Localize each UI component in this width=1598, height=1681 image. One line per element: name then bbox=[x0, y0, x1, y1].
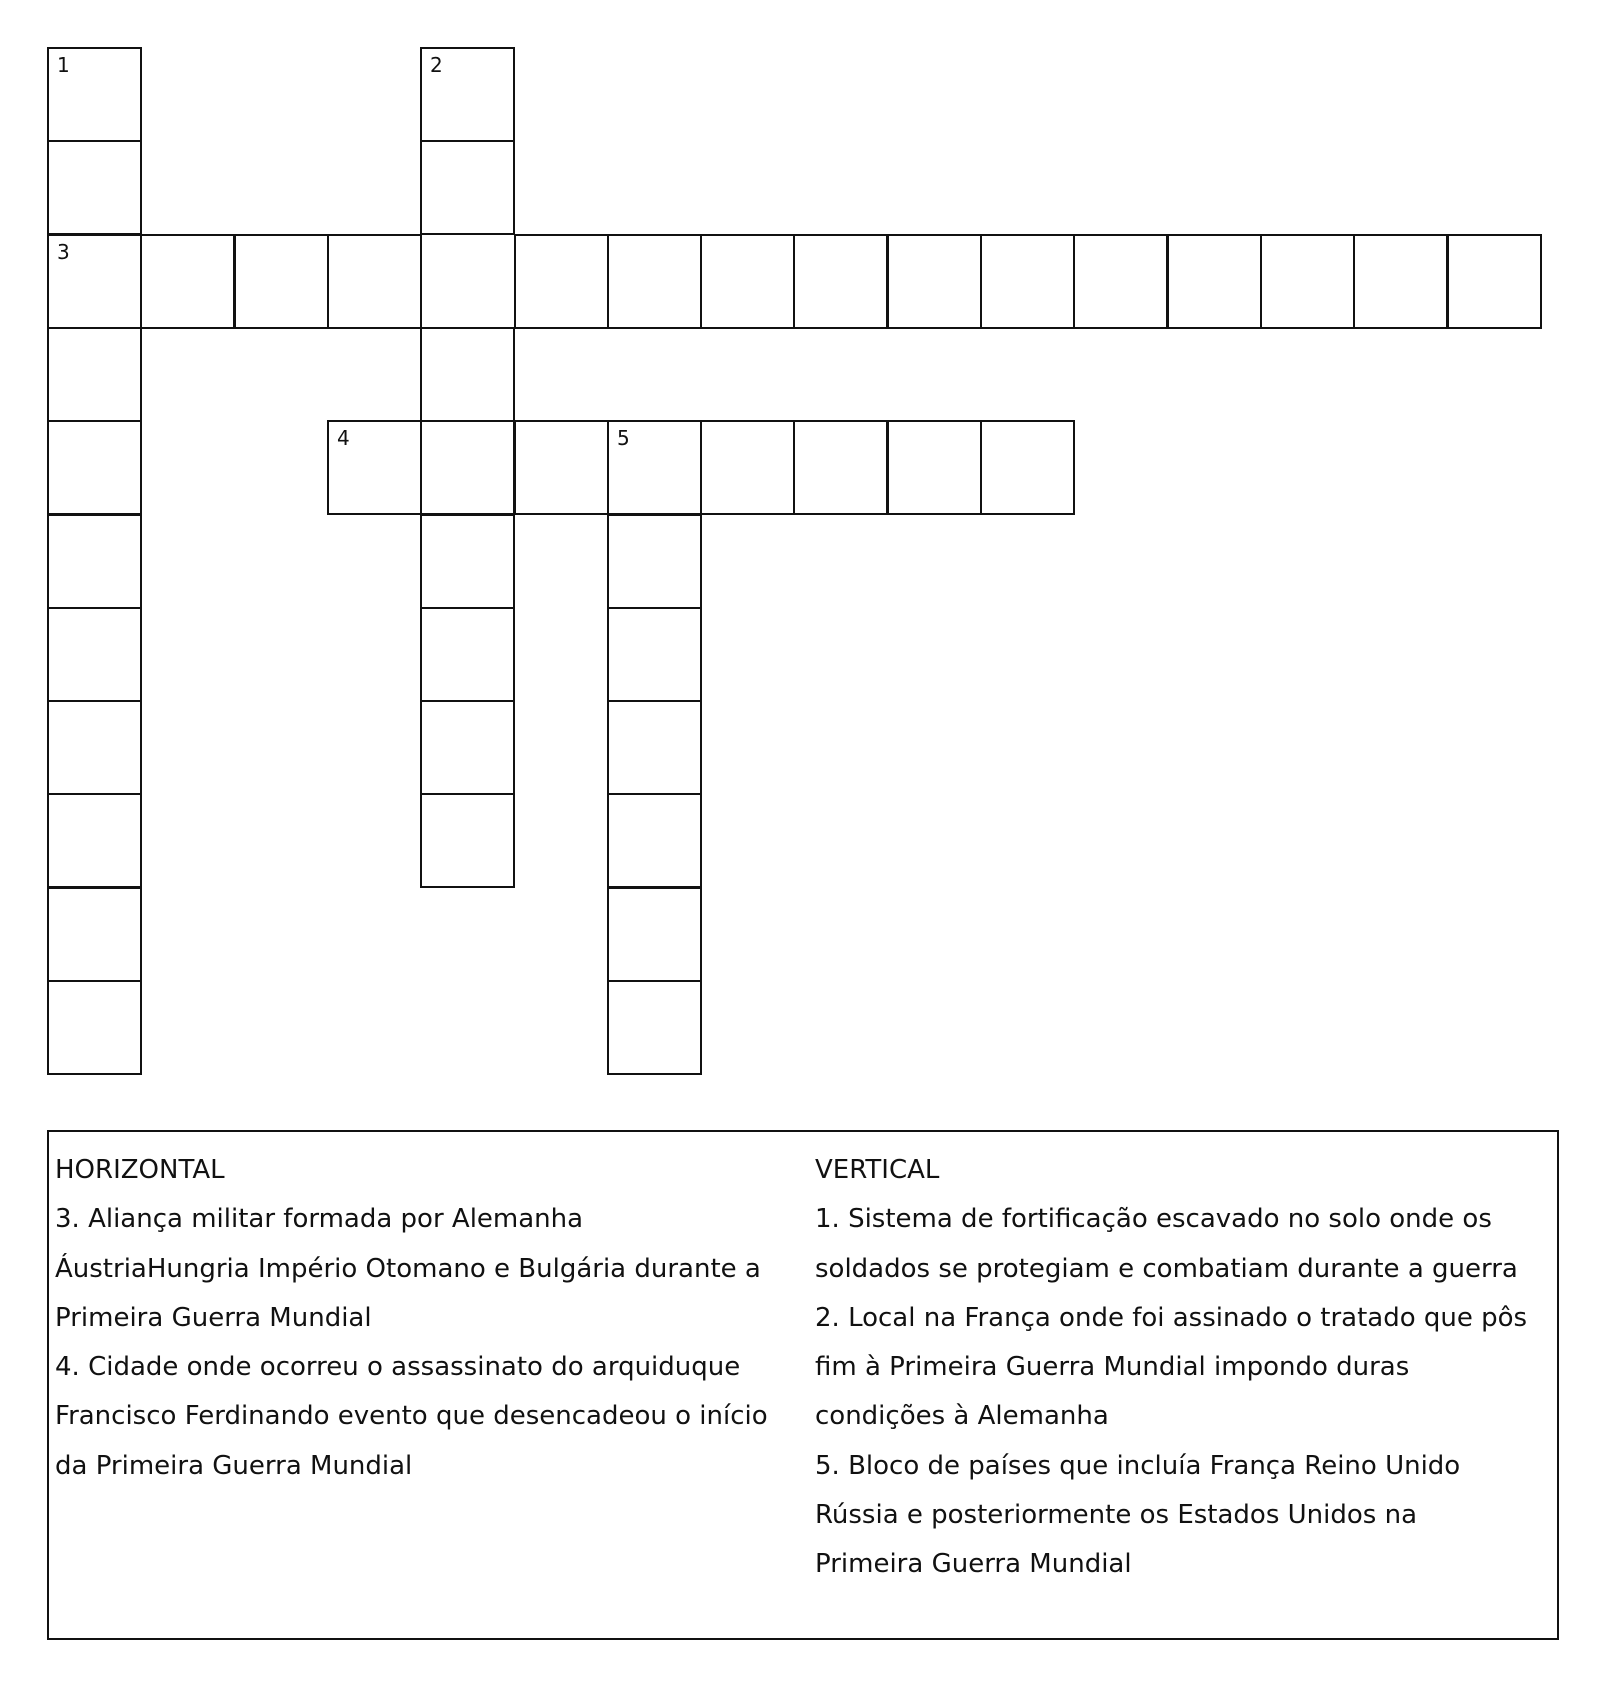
grid-cell[interactable] bbox=[47, 234, 142, 329]
down-clue-line: 5. Bloco de países que incluía França Reino Unido bbox=[815, 1450, 1461, 1481]
grid-cell[interactable] bbox=[793, 420, 888, 515]
down-clue-line: 1. Sistema de fortificação escavado no solo onde os bbox=[815, 1204, 1492, 1235]
grid-cell[interactable] bbox=[514, 234, 609, 329]
grid-cell[interactable] bbox=[607, 793, 702, 888]
across-clues bbox=[55, 1146, 805, 1491]
grid-cell[interactable] bbox=[1353, 234, 1448, 329]
grid-cell[interactable] bbox=[234, 234, 329, 329]
grid-cell[interactable] bbox=[420, 700, 515, 795]
grid-cell[interactable] bbox=[607, 700, 702, 795]
grid-cell[interactable] bbox=[700, 420, 795, 515]
down-clue-line: condições à Alemanha bbox=[815, 1401, 1109, 1432]
grid-cell[interactable] bbox=[420, 47, 515, 142]
grid-cell[interactable] bbox=[607, 234, 702, 329]
across-heading: HORIZONTAL bbox=[55, 1155, 225, 1185]
grid-cell[interactable] bbox=[1260, 234, 1355, 329]
grid-cell[interactable] bbox=[420, 607, 515, 702]
clue-number: 5 bbox=[617, 426, 630, 450]
grid-cell[interactable] bbox=[980, 420, 1075, 515]
grid-cell[interactable] bbox=[420, 420, 515, 515]
grid-cell[interactable] bbox=[47, 980, 142, 1075]
grid-cell[interactable] bbox=[1167, 234, 1262, 329]
grid-cell[interactable] bbox=[420, 793, 515, 888]
grid-cell[interactable] bbox=[47, 700, 142, 795]
grid-cell[interactable] bbox=[327, 234, 422, 329]
clue-number: 3 bbox=[57, 240, 70, 264]
grid-cell[interactable] bbox=[887, 234, 982, 329]
grid-cell[interactable] bbox=[607, 980, 702, 1075]
across-clue-line: da Primeira Guerra Mundial bbox=[55, 1450, 413, 1481]
grid-cell[interactable] bbox=[47, 47, 142, 142]
grid-cell[interactable] bbox=[1447, 234, 1542, 329]
clue-number: 1 bbox=[57, 53, 70, 77]
grid-cell[interactable] bbox=[1073, 234, 1168, 329]
grid-cell[interactable] bbox=[607, 514, 702, 609]
grid-cell[interactable] bbox=[700, 234, 795, 329]
grid-cell[interactable] bbox=[420, 514, 515, 609]
clue-number: 4 bbox=[337, 426, 350, 450]
grid-cell[interactable] bbox=[47, 607, 142, 702]
across-clue-line: Primeira Guerra Mundial bbox=[55, 1302, 372, 1333]
grid-cell[interactable] bbox=[607, 887, 702, 982]
grid-cell[interactable] bbox=[420, 140, 515, 235]
grid-cell[interactable] bbox=[607, 607, 702, 702]
grid-cell[interactable] bbox=[607, 420, 702, 515]
across-clue-line: 3. Aliança militar formada por Alemanha bbox=[55, 1204, 584, 1235]
down-clue-line: fim à Primeira Guerra Mundial impondo duras bbox=[815, 1352, 1410, 1383]
across-clue-line: 4. Cidade onde ocorreu o assassinato do arquiduque bbox=[55, 1352, 741, 1383]
grid-cell[interactable] bbox=[47, 793, 142, 888]
grid-cell[interactable] bbox=[47, 514, 142, 609]
grid-cell[interactable] bbox=[47, 140, 142, 235]
down-heading: VERTICAL bbox=[815, 1155, 940, 1185]
grid-cell[interactable] bbox=[793, 234, 888, 329]
grid-cell[interactable] bbox=[514, 420, 609, 515]
grid-cell[interactable] bbox=[887, 420, 982, 515]
down-clue-line: Primeira Guerra Mundial bbox=[815, 1549, 1132, 1580]
grid-cell[interactable] bbox=[140, 234, 235, 329]
across-clue-line: Francisco Ferdinando evento que desencadeou o início bbox=[55, 1401, 768, 1432]
down-clue-line: 2. Local na França onde foi assinado o tratado que pôs bbox=[815, 1302, 1528, 1333]
grid-cell[interactable] bbox=[47, 327, 142, 422]
across-clue-line: ÁustriaHungria Império Otomano e Bulgária durante a bbox=[55, 1253, 761, 1284]
clue-number: 2 bbox=[430, 53, 443, 77]
grid-cell[interactable] bbox=[47, 420, 142, 515]
down-clues bbox=[815, 1146, 1555, 1590]
down-clue-line: Rússia e posteriormente os Estados Unidos na bbox=[815, 1500, 1418, 1531]
clue-box bbox=[47, 1130, 1559, 1640]
grid-cell[interactable] bbox=[327, 420, 422, 515]
grid-cell[interactable] bbox=[980, 234, 1075, 329]
down-clue-line: soldados se protegiam e combatiam durante a guerra bbox=[815, 1253, 1518, 1284]
grid-cell[interactable] bbox=[47, 887, 142, 982]
grid-cell[interactable] bbox=[420, 327, 515, 422]
